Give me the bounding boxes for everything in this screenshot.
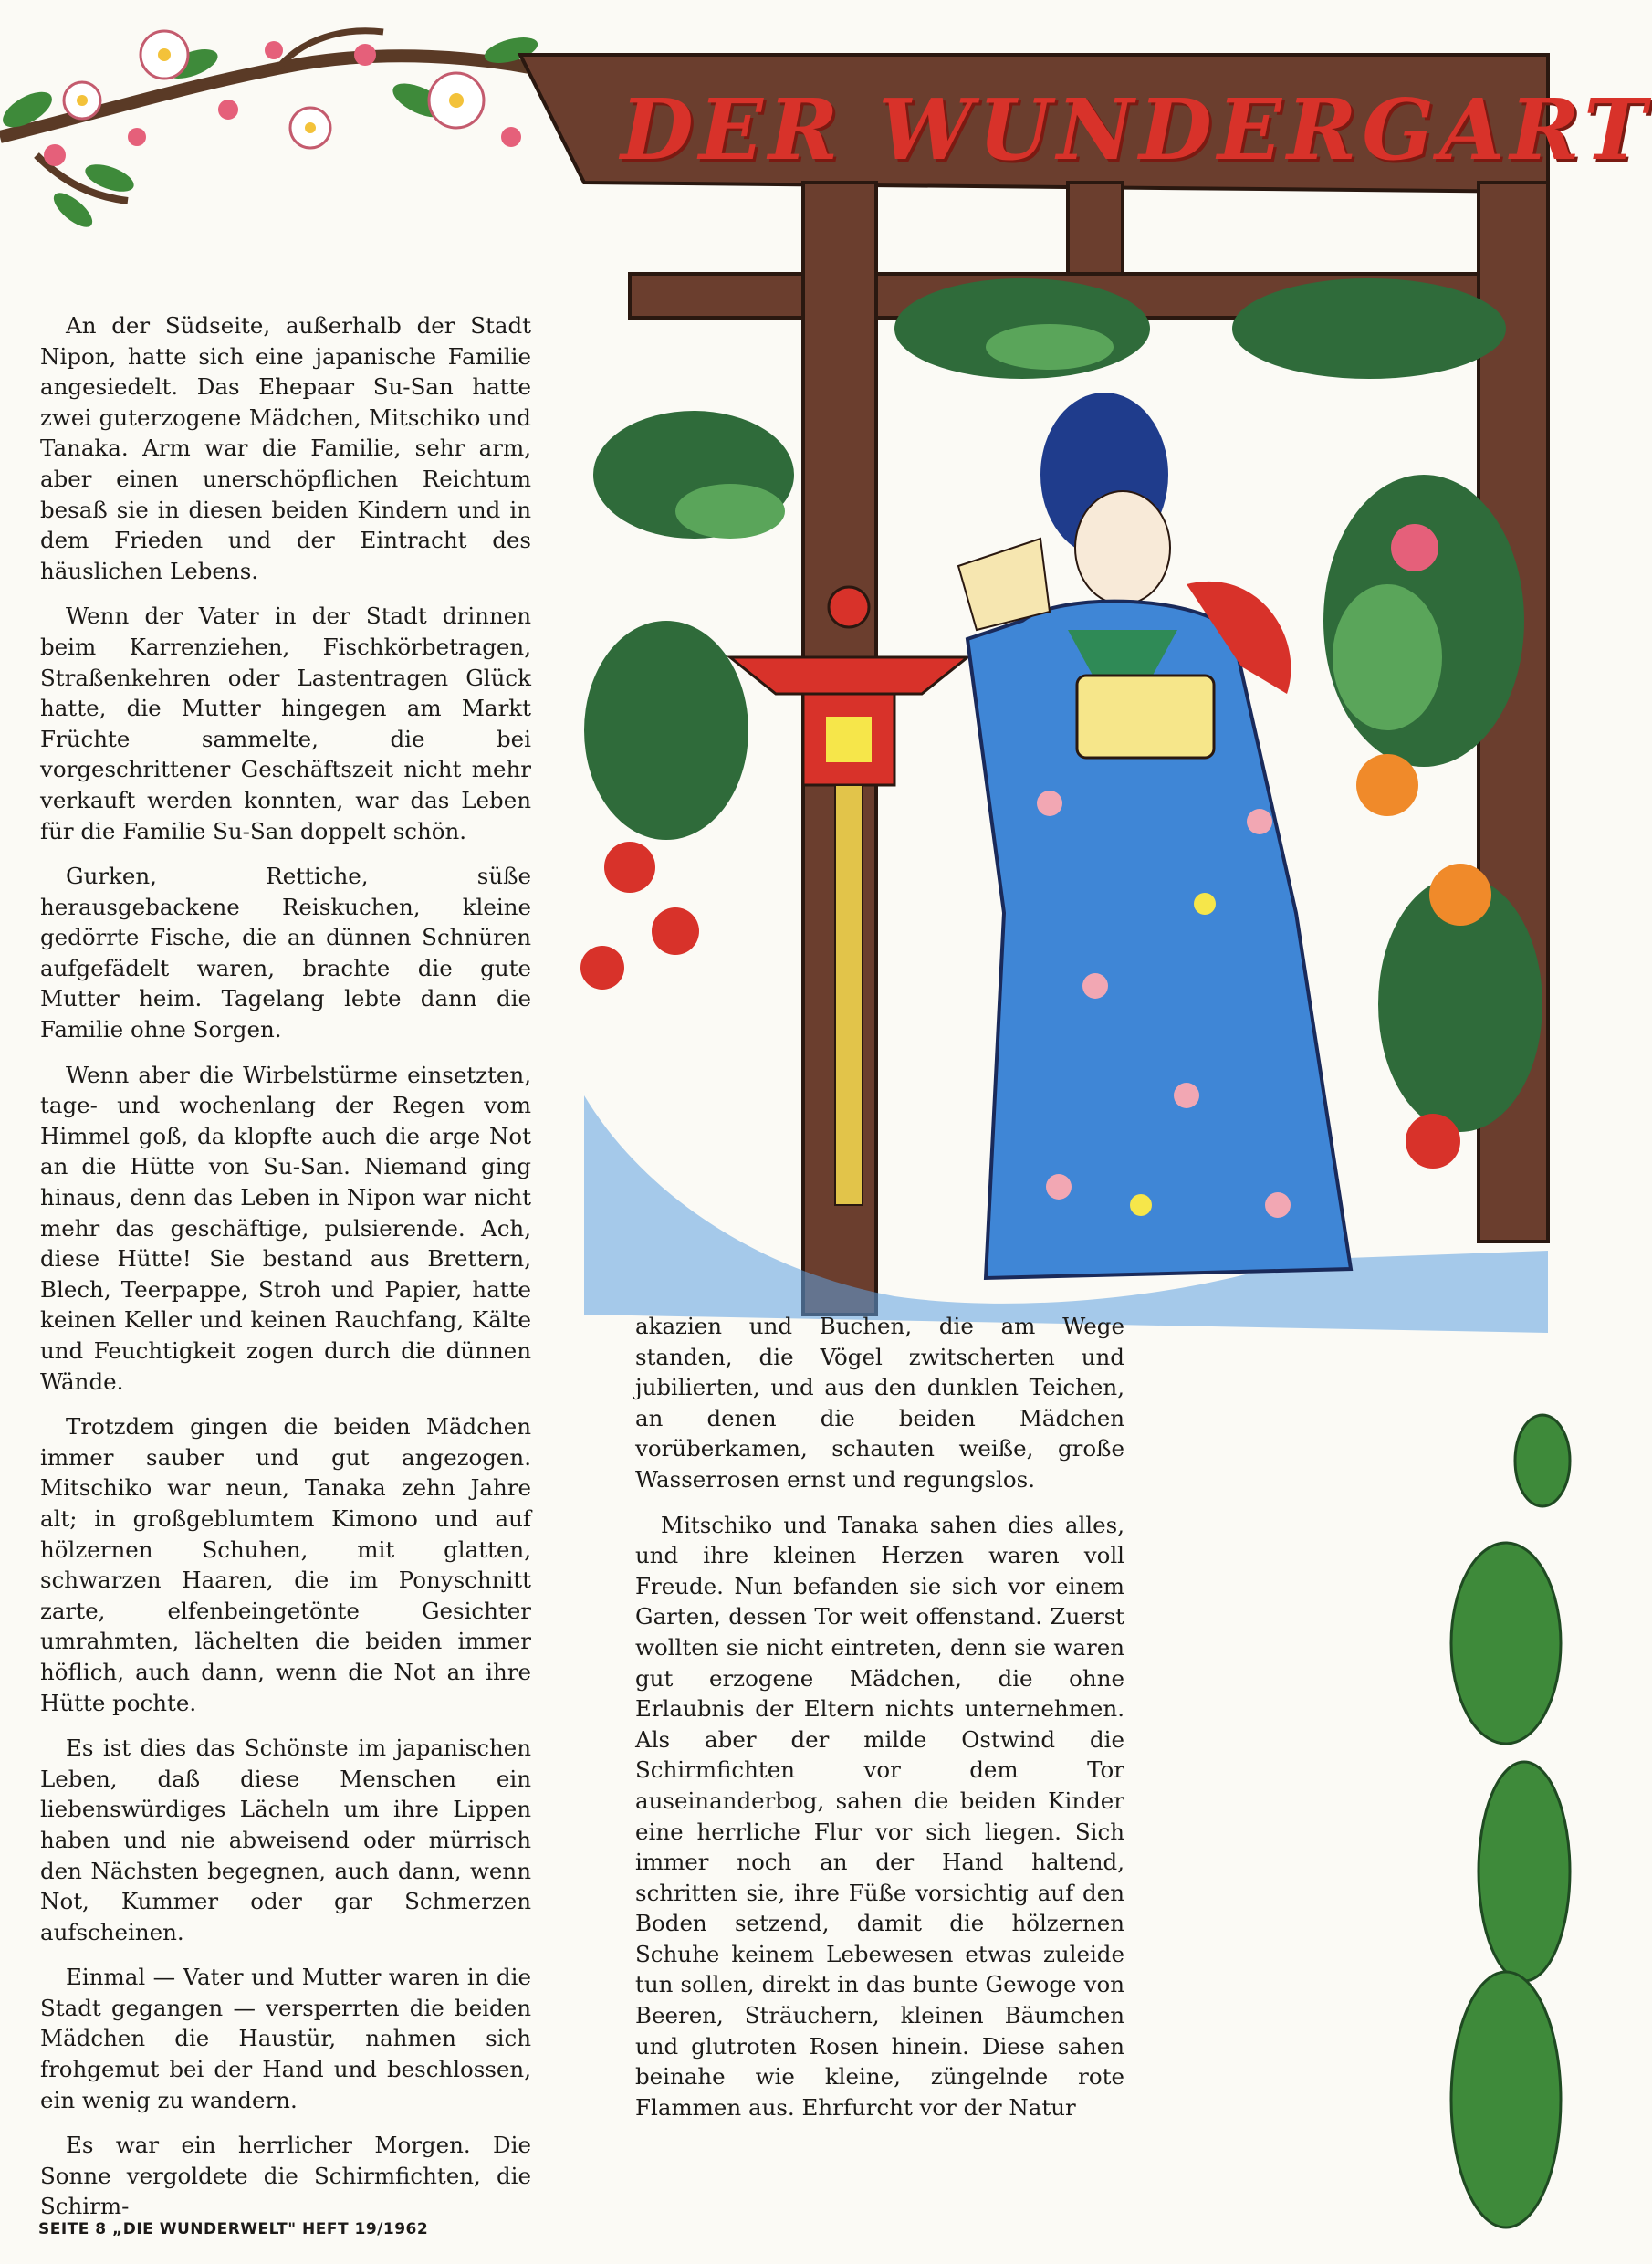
story-title-band [548,75,1652,184]
paragraph: Wenn aber die Wirbelstürme einsetzten, tage- und wochenlang der Regen vom Himmel goß, da klopfte auch die arge Not an die Hütte von Su-San. Niemand ging hinaus, denn das Leben in Nipon war nicht mehr das geschäftige, pulsierende. Ach, diese Hütte! Sie bestand aus Brettern, Blech, Teerpappe, Stroh und Papier, hatte keinen Keller und keinen Rauchfang, Kälte und Feuchtigkeit zogen durch die dünnen Wände. [40,1061,531,1395]
paragraph: Es war ein herrlicher Morgen. Die Sonne vergoldete die Schirmfichten, die Schirm- [40,2132,531,2220]
page-footer: SEITE 8 „DIE WUNDERWELT" HEFT 19/1962 [38,2220,429,2238]
paragraph: Trotzdem gingen die beiden Mädchen immer sauber und gut angezogen. Mitschiko war neun, Tanaka zehn Jahre alt; in großgeblumtem Kimono und auf hölzernen Schuhen, mit glatten, schwarzen Haaren, die im Ponyschnitt zarte, elfenbeingetönte Gesichter umrahmten, lächelten die beiden immer höflich, auch dann, wenn die Not an ihre Hütte pochte. [40,1413,531,1716]
cherry-blossom-branch [0,31,577,233]
paragraph: Wenn der Vater in der Stadt drinnen beim Karrenziehen, Fischkörbetragen, Straßenkehren oder Lastentragen Glück hatte, die Mutter hingegen am Markt Früchte sammelte, die bei vorgeschrittener Geschäftszeit nicht mehr verkauft werden konnten, war das Leben für die Familie Su-San doppelt schön. [40,603,531,844]
story-title: DER WUNDERGART [621,80,1652,179]
kimono-woman [958,393,1351,1278]
garden-lantern [730,587,967,1205]
paragraph: Gurken, Rettiche, süße herausgebackene Reiskuchen, kleine gedörrte Fische, die an dünnen Schnüren aufgefädelt waren, brachte die gute Mutter heim. Tagelang lebte dann die Familie ohne Sorgen. [40,863,531,1043]
paragraph: akazien und Buchen, die am Wege standen, die Vögel zwitscherten und jubilierten, und aus den dunklen Teichen, an denen die beiden Mädchen vorüberkamen, schauten weiße, große Wasserrosen ernst und regungslos. [635,1313,1124,1493]
paragraph: Mitschiko und Tanaka sahen dies alles, und ihre kleinen Herzen waren voll Freude. Nun befanden sie sich vor einem Garten, dessen Tor weit offenstand. Zuerst wollten sie nicht eintreten, denn sie waren gut erzogene Mädchen, die ohne Erlaubnis der Eltern nichts unternehmen. Als aber der milde Ostwind die Schirmfichten vor dem Tor auseinanderbog, sahen die beiden Kinder eine herrliche Flur vor sich liegen. Sich immer noch an der Hand haltend, schritten sie, ihre Füße vorsichtig auf den Boden setzend, damit die hölzernen Schuhe keinem Lebewesen etwas zuleide tun sollen, direkt in das bunte Gewoge von Beeren, Sträuchern, kleinen Bäumchen und glutroten Rosen hinein. Diese sahen beinahe wie kleine, züngelnde rote Flammen aus. Ehrfurcht vor der Natur [635,1511,1124,2121]
text-column-left [40,310,531,2237]
paragraph: Einmal — Vater und Mutter waren in die Stadt gegangen — versperrten die beiden Mädchen die Haustür, nahmen sich frohgemut bei der Hand und beschlossen, ein wenig zu wandern. [40,1964,531,2113]
paragraph: Es ist dies das Schönste im japanischen Leben, daß diese Menschen ein liebenswürdiges Lächeln um ihre Lippen haben und nie abweisend oder mürrisch den Nächsten begegnen, auch dann, wenn Not, Kummer oder gar Schmerzen aufscheinen. [40,1735,531,1945]
right-edge-plants [1451,1415,1570,2227]
paragraph: An der Südseite, außerhalb der Stadt Nipon, hatte sich eine japanische Familie angesiedelt. Das Ehepaar Su-San hatte zwei guterzogene Mädchen, Mitschiko und Tanaka. Arm war die Familie, sehr arm, aber einen unerschöpflichen Reichtum besaß sie in diesen beiden Kindern und in dem Frieden und der Eintracht des häuslichen Lebens. [40,312,531,584]
text-column-right [635,1311,1124,2137]
